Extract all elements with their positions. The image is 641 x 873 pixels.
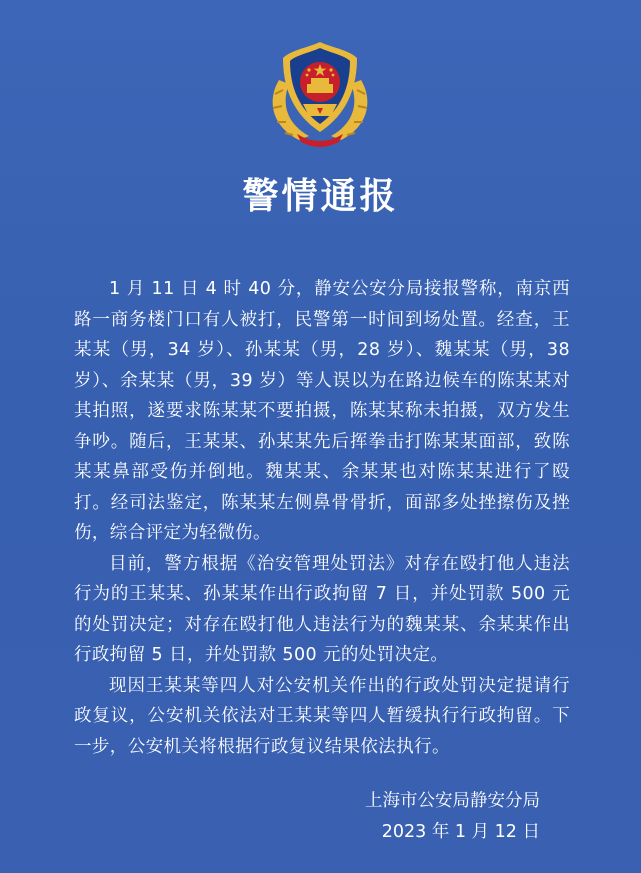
issuer-name: 上海市公安局静安分局 — [365, 791, 540, 811]
notice-paragraph: 1 月 11 日 4 时 40 分，静安公安分局接报警称，南京西路一商务楼门口有人被打，民警第一时间到场处置。经查，王某某（男，34 岁）、孙某某（男，28 岁）、魏某某（男，38 岁）、余某某（男，39 岁）等人误以为在路边候车的陈某某对其拍照，遂要求陈某某不要拍摄，陈某某称未拍摄，双方发生争吵。随后，王某某、孙某某先后挥拳击打陈某某面部，致陈某某鼻部受伤并倒地。魏某某、余某某也对陈某某进行了殴打。经司法鉴定，陈某某左侧鼻骨骨折，面部多处挫擦伤及挫伤，综合评定为轻微伤。 — [74, 279, 570, 543]
notice-paragraph: 现因王某某等四人对公安机关作出的行政处罚决定提请行政复议，公安机关依法对王某某等四人暂缓执行行政拘留。下一步，公安机关将根据行政复议结果依法执行。 — [74, 675, 570, 757]
page-title: 警情通报 — [242, 176, 399, 217]
issue-date: 2023 年 1 月 12 日 — [381, 822, 540, 842]
notice-paragraph: 目前，警方根据《治安管理处罚法》对存在殴打他人违法行为的王某某、孙某某作出行政拘留 7 日，并处罚款 500 元的处罚决定；对存在殴打他人违法行为的魏某某、余某某作出行政拘留 5 日，并处罚款 500 元的处罚决定。 — [74, 553, 570, 665]
notice-body — [74, 274, 570, 762]
police-emblem-icon — [259, 38, 381, 150]
signature-block — [300, 786, 540, 848]
